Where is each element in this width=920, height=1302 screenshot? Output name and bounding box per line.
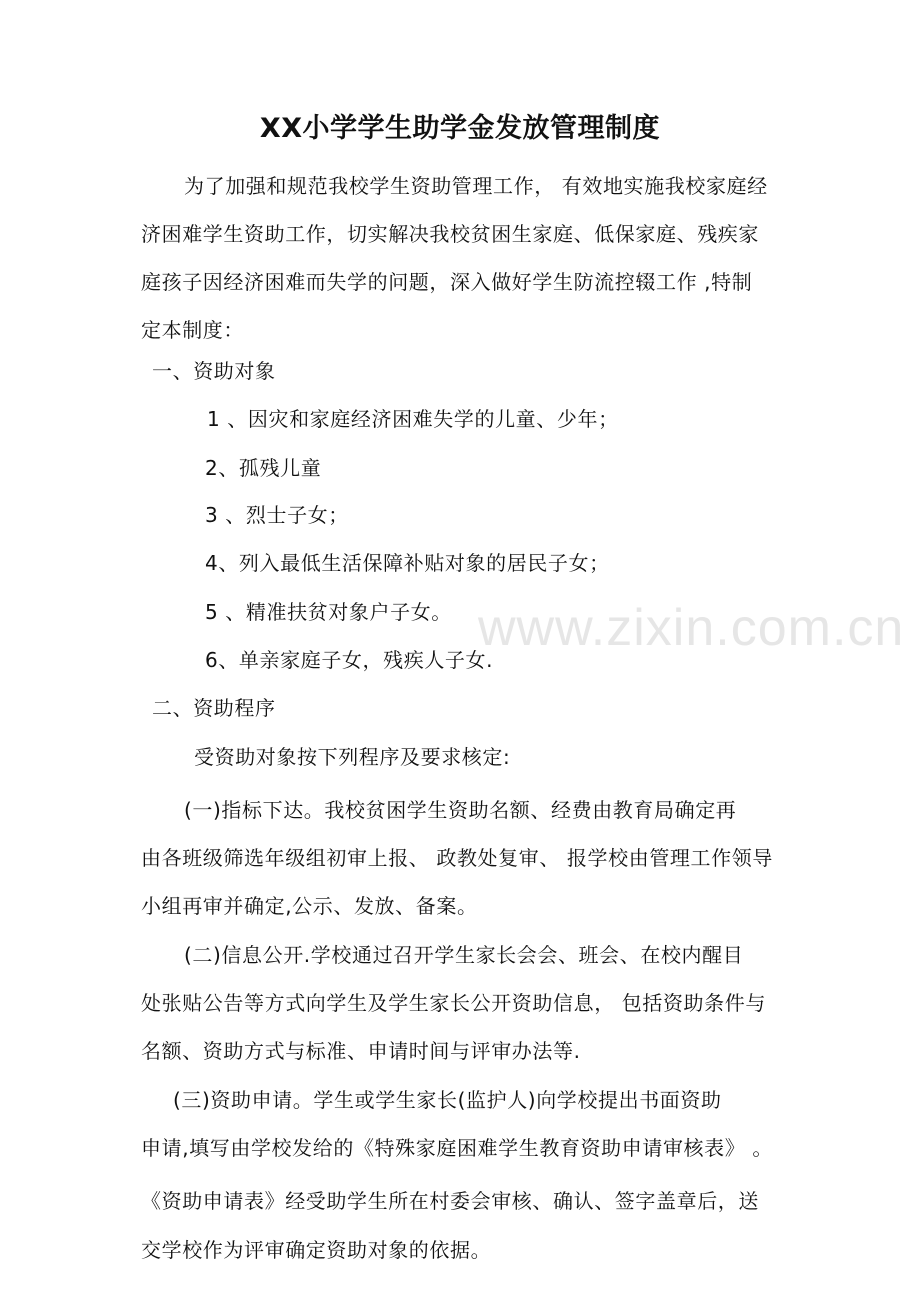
paragraph-line: 受资助对象按下列程序及要求核定:: [194, 745, 511, 769]
paragraph-line: 济困难学生资助工作，切实解决我校贫困生家庭、低保家庭、残疾家: [141, 222, 759, 246]
document-title: XX小学学生助学金发放管理制度: [259, 113, 661, 144]
paragraph-line: 名额、资助方式与标准、申请时间与评审办法等.: [141, 1039, 581, 1063]
paragraph-line: (三)资助申请。学生或学生家长(监护人)向学校提出书面资助: [173, 1088, 722, 1112]
paragraph-line: 由各班级筛选年级组初审上报、 政教处复审、 报学校由管理工作领导: [141, 846, 773, 870]
paragraph-line: 处张贴公告等方式向学生及学生家长公开资助信息， 包括资助条件与: [141, 991, 766, 1015]
paragraph-line: 小组再审并确定,公示、发放、备案。: [141, 894, 478, 918]
list-item: 1 、因灾和家庭经济困难失学的儿童、少年；: [207, 407, 619, 431]
paragraph-line: 为了加强和规范我校学生资助管理工作， 有效地实施我校家庭经: [184, 174, 768, 198]
list-item: 4、列入最低生活保障补贴对象的居民子女；: [205, 551, 610, 575]
paragraph-line: 交学校作为评审确定资助对象的依据。: [141, 1238, 492, 1262]
list-item: 3 、烈士子女；: [205, 503, 349, 527]
section-heading: 二、资助程序: [152, 696, 276, 720]
paragraph-line: 申请,填写由学校发给的《特殊家庭困难学生教育资助申请审核表》 。: [141, 1136, 773, 1160]
watermark-text: www.zixin.com.cn: [478, 599, 905, 657]
list-item: 2、孤残儿童: [205, 456, 322, 480]
paragraph-line: (一)指标下达。我校贫困学生资助名额、经费由教育局确定再: [184, 798, 737, 822]
list-item: 5 、精准扶贫对象户子女。: [205, 600, 452, 624]
paragraph-line: 定本制度：: [141, 318, 244, 342]
section-heading: 一、资助对象: [152, 359, 276, 383]
paragraph-line: (二)信息公开.学校通过召开学生家长会会、班会、在校内醒目: [184, 943, 744, 967]
paragraph-line: 庭孩子因经济困难而失学的问题，深入做好学生防流控辍工作 ,特制: [141, 270, 753, 294]
paragraph-line: 《资助申请表》经受助学生所在村委会审核、确认、签字盖章后，送: [141, 1189, 759, 1213]
list-item: 6、单亲家庭子女，残疾人子女.: [205, 648, 494, 672]
